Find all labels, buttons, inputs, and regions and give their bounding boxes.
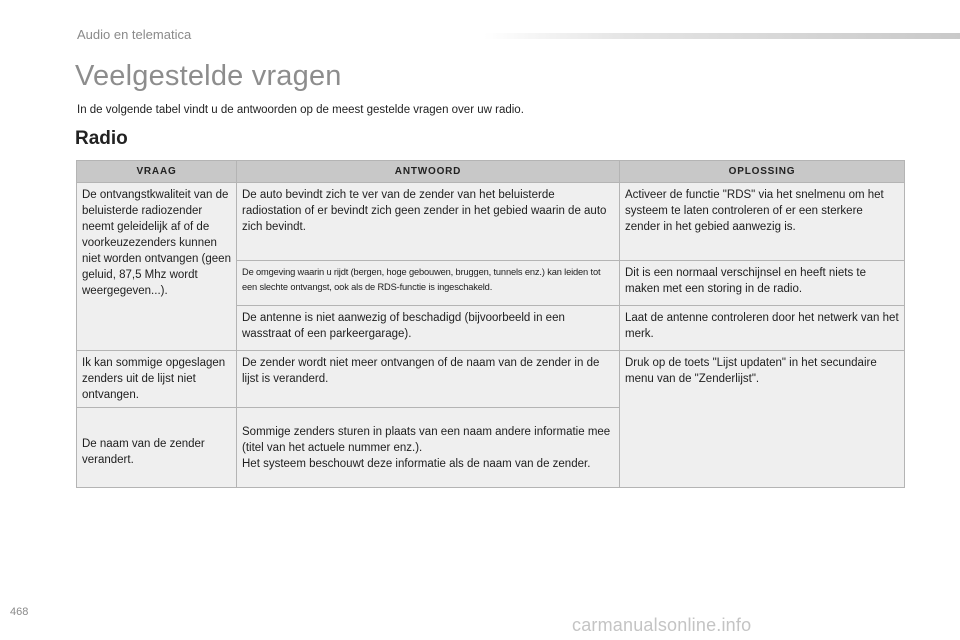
watermark: carmanualsonline.info: [572, 615, 752, 635]
question-cell-overlay: De naam van de zender verandert.: [82, 438, 205, 466]
page-number: 468: [10, 606, 29, 618]
question-cell: Ik kan sommige opgeslagen zenders uit de lijst niet ontvangen.: [77, 351, 237, 408]
solution-cell: Laat de antenne controleren door het netwerk van het merk.: [620, 306, 905, 351]
solution-cell: Druk op de toets "Lijst updaten" in het secundaire menu van de "Zenderlijst".: [620, 351, 905, 488]
table-row: [77, 183, 905, 261]
solution-cell: Dit is een normaal verschijnsel en heeft niets te maken met een storing in de radio.: [620, 261, 905, 306]
table-row: [77, 351, 905, 408]
answer-cell: De zender wordt niet meer ontvangen of de naam van de zender in de lijst is veranderd.: [237, 351, 620, 408]
answer-cell: De auto bevindt zich te ver van de zender van het beluisterde radiostation of er bevindt zich geen zender in het gebied waarin de auto zich bevindt.: [237, 183, 620, 261]
answer-cell: De omgeving waarin u rijdt (bergen, hoge gebouwen, bruggen, tunnels enz.) kan leiden tot een slechte ontvangst, ook als de RDS-functie is ingeschakeld.: [237, 261, 620, 306]
page-title: Veelgestelde vragen: [75, 60, 342, 92]
answer-cell: De antenne is niet aanwezig of beschadigd (bijvoorbeeld in een wasstraat of een parkeergarage).: [237, 306, 620, 351]
solution-cell: Activeer de functie "RDS" via het snelmenu om het systeem te laten controleren of er een sterkere zender in het gebied aanwezig is.: [620, 183, 905, 261]
section-subtitle: Radio: [75, 128, 128, 149]
header-divider-bar: [484, 33, 960, 39]
table-header-row: [77, 161, 905, 183]
column-header-solution: OPLOSSING: [620, 161, 905, 183]
intro-text: In de volgende tabel vindt u de antwoorden op de meest gestelde vragen over uw radio.: [77, 104, 524, 116]
answer-cell: Sommige zenders sturen in plaats van een naam andere informatie mee (titel van het actuele nummer enz.). Het systeem beschouwt deze informatie als de naam van de zender.: [237, 408, 620, 488]
column-header-answer: ANTWOORD: [237, 161, 620, 183]
column-header-question: VRAAG: [77, 161, 237, 183]
section-header: Audio en telematica: [77, 27, 192, 42]
question-cell: De ontvangstkwaliteit van de beluisterde radiozender neemt geleidelijk af of de voorkeuzezenders kunnen niet worden ontvangen (geen geluid, 87,5 Mhz wordt weergegeven...).: [77, 183, 237, 351]
